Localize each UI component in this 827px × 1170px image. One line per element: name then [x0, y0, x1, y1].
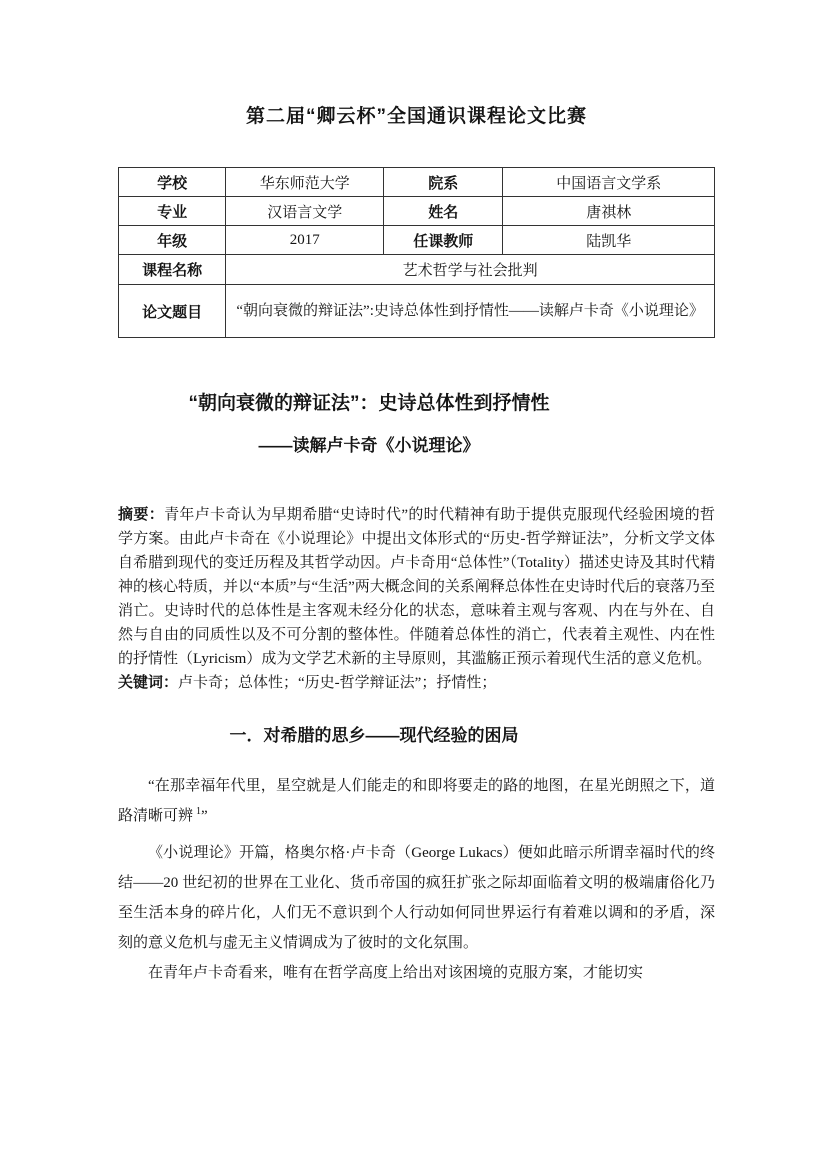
body-paragraph-1: 《小说理论》开篇，格奥尔格·卢卡奇（George Lukacs）便如此暗示所谓幸福时代的终结——20 世纪初的世界在工业化、货币帝国的疯狂扩张之际却面临着文明的极端庸俗化乃至生活本身的碎片化，人们无不意识到个人行动如何同世界运行有着难以调和的矛盾，深刻的意义危机与虚无主义情调成为了彼时的文化氛围。 [118, 845, 715, 951]
table-row-course [119, 255, 715, 285]
quote-closing-mark: ” [201, 808, 208, 824]
table-row-thesis [119, 285, 715, 338]
abstract-label: 摘要： [118, 506, 165, 523]
cell-school-value: 华东师范大学 [226, 168, 384, 197]
paper-main-title: “朝向衰微的辩证法”：史诗总体性到抒情性 [188, 393, 550, 414]
cell-department-value: 中国语言文学系 [503, 168, 715, 197]
epigraph-quote [118, 771, 715, 831]
keywords-text: 卢卡奇；总体性；“历史-哲学辩证法”；抒情性； [178, 675, 497, 691]
table-row-major [119, 197, 715, 226]
info-table [118, 167, 715, 338]
cell-name-label: 姓名 [384, 197, 503, 226]
cell-grade-value: 2017 [226, 226, 384, 255]
cell-thesis-value: “朝向衰微的辩证法”:史诗总体性到抒情性——读解卢卡奇《小说理论》 [226, 285, 715, 338]
paper-subtitle: ——读解卢卡奇《小说理论》 [258, 436, 480, 455]
cell-grade-label: 年级 [119, 226, 226, 255]
quote-text: “在那幸福年代里，星空就是人们能走的和即将要走的路的地图，在星光朗照之下，道路清晰可辨 [118, 778, 715, 824]
cell-major-label: 专业 [119, 197, 226, 226]
body-paragraph-2: 在青年卢卡奇看来，唯有在哲学高度上给出对该困境的克服方案，才能切实 [148, 965, 644, 981]
cell-teacher-label: 任课教师 [384, 226, 503, 255]
footnote-mark: 1 [196, 806, 202, 817]
cell-name-value: 唐祺林 [503, 197, 715, 226]
table-row-grade [119, 226, 715, 255]
abstract-paragraph [118, 503, 715, 671]
table-row-school [119, 168, 715, 197]
keywords-line [118, 671, 715, 695]
cell-course-label: 课程名称 [119, 255, 226, 285]
competition-title: 第二届“卿云杯”全国通识课程论文比赛 [245, 106, 587, 127]
section1-heading: 一．对希腊的思乡——现代经验的困局 [229, 726, 519, 745]
cell-course-value: 艺术哲学与社会批判 [226, 255, 715, 285]
abstract-text: 青年卢卡奇认为早期希腊“史诗时代”的时代精神有助于提供克服现代经验困境的哲学方案。由此卢卡奇在《小说理论》中提出文体形式的“历史-哲学辩证法”，分析文学文体自希腊到现代的变迁历程及其哲学动因。卢卡奇用“总体性”（Totality）描述史诗及其时代精神的核心特质，并以“本质”与“生活”两大概念间的关系阐释总体性在史诗时代后的衰落乃至消亡。史诗时代的总体性是主客观未经分化的状态，意味着主观与客观、内在与外在、自然与自由的同质性以及不可分割的整体性。伴随着总体性的消亡，代表着主观性、内在性的抒情性（Lyricism）成为文学艺术新的主导原则，其滥觞正预示着现代生活的意义危机。 [118, 507, 715, 667]
keywords-label: 关键词： [118, 674, 179, 691]
cell-department-label: 院系 [384, 168, 503, 197]
cell-major-value: 汉语言文学 [226, 197, 384, 226]
cell-thesis-label: 论文题目 [119, 285, 226, 338]
cell-school-label: 学校 [119, 168, 226, 197]
cell-teacher-value: 陆凯华 [503, 226, 715, 255]
page-content [118, 0, 715, 988]
abstract-block [118, 503, 715, 695]
